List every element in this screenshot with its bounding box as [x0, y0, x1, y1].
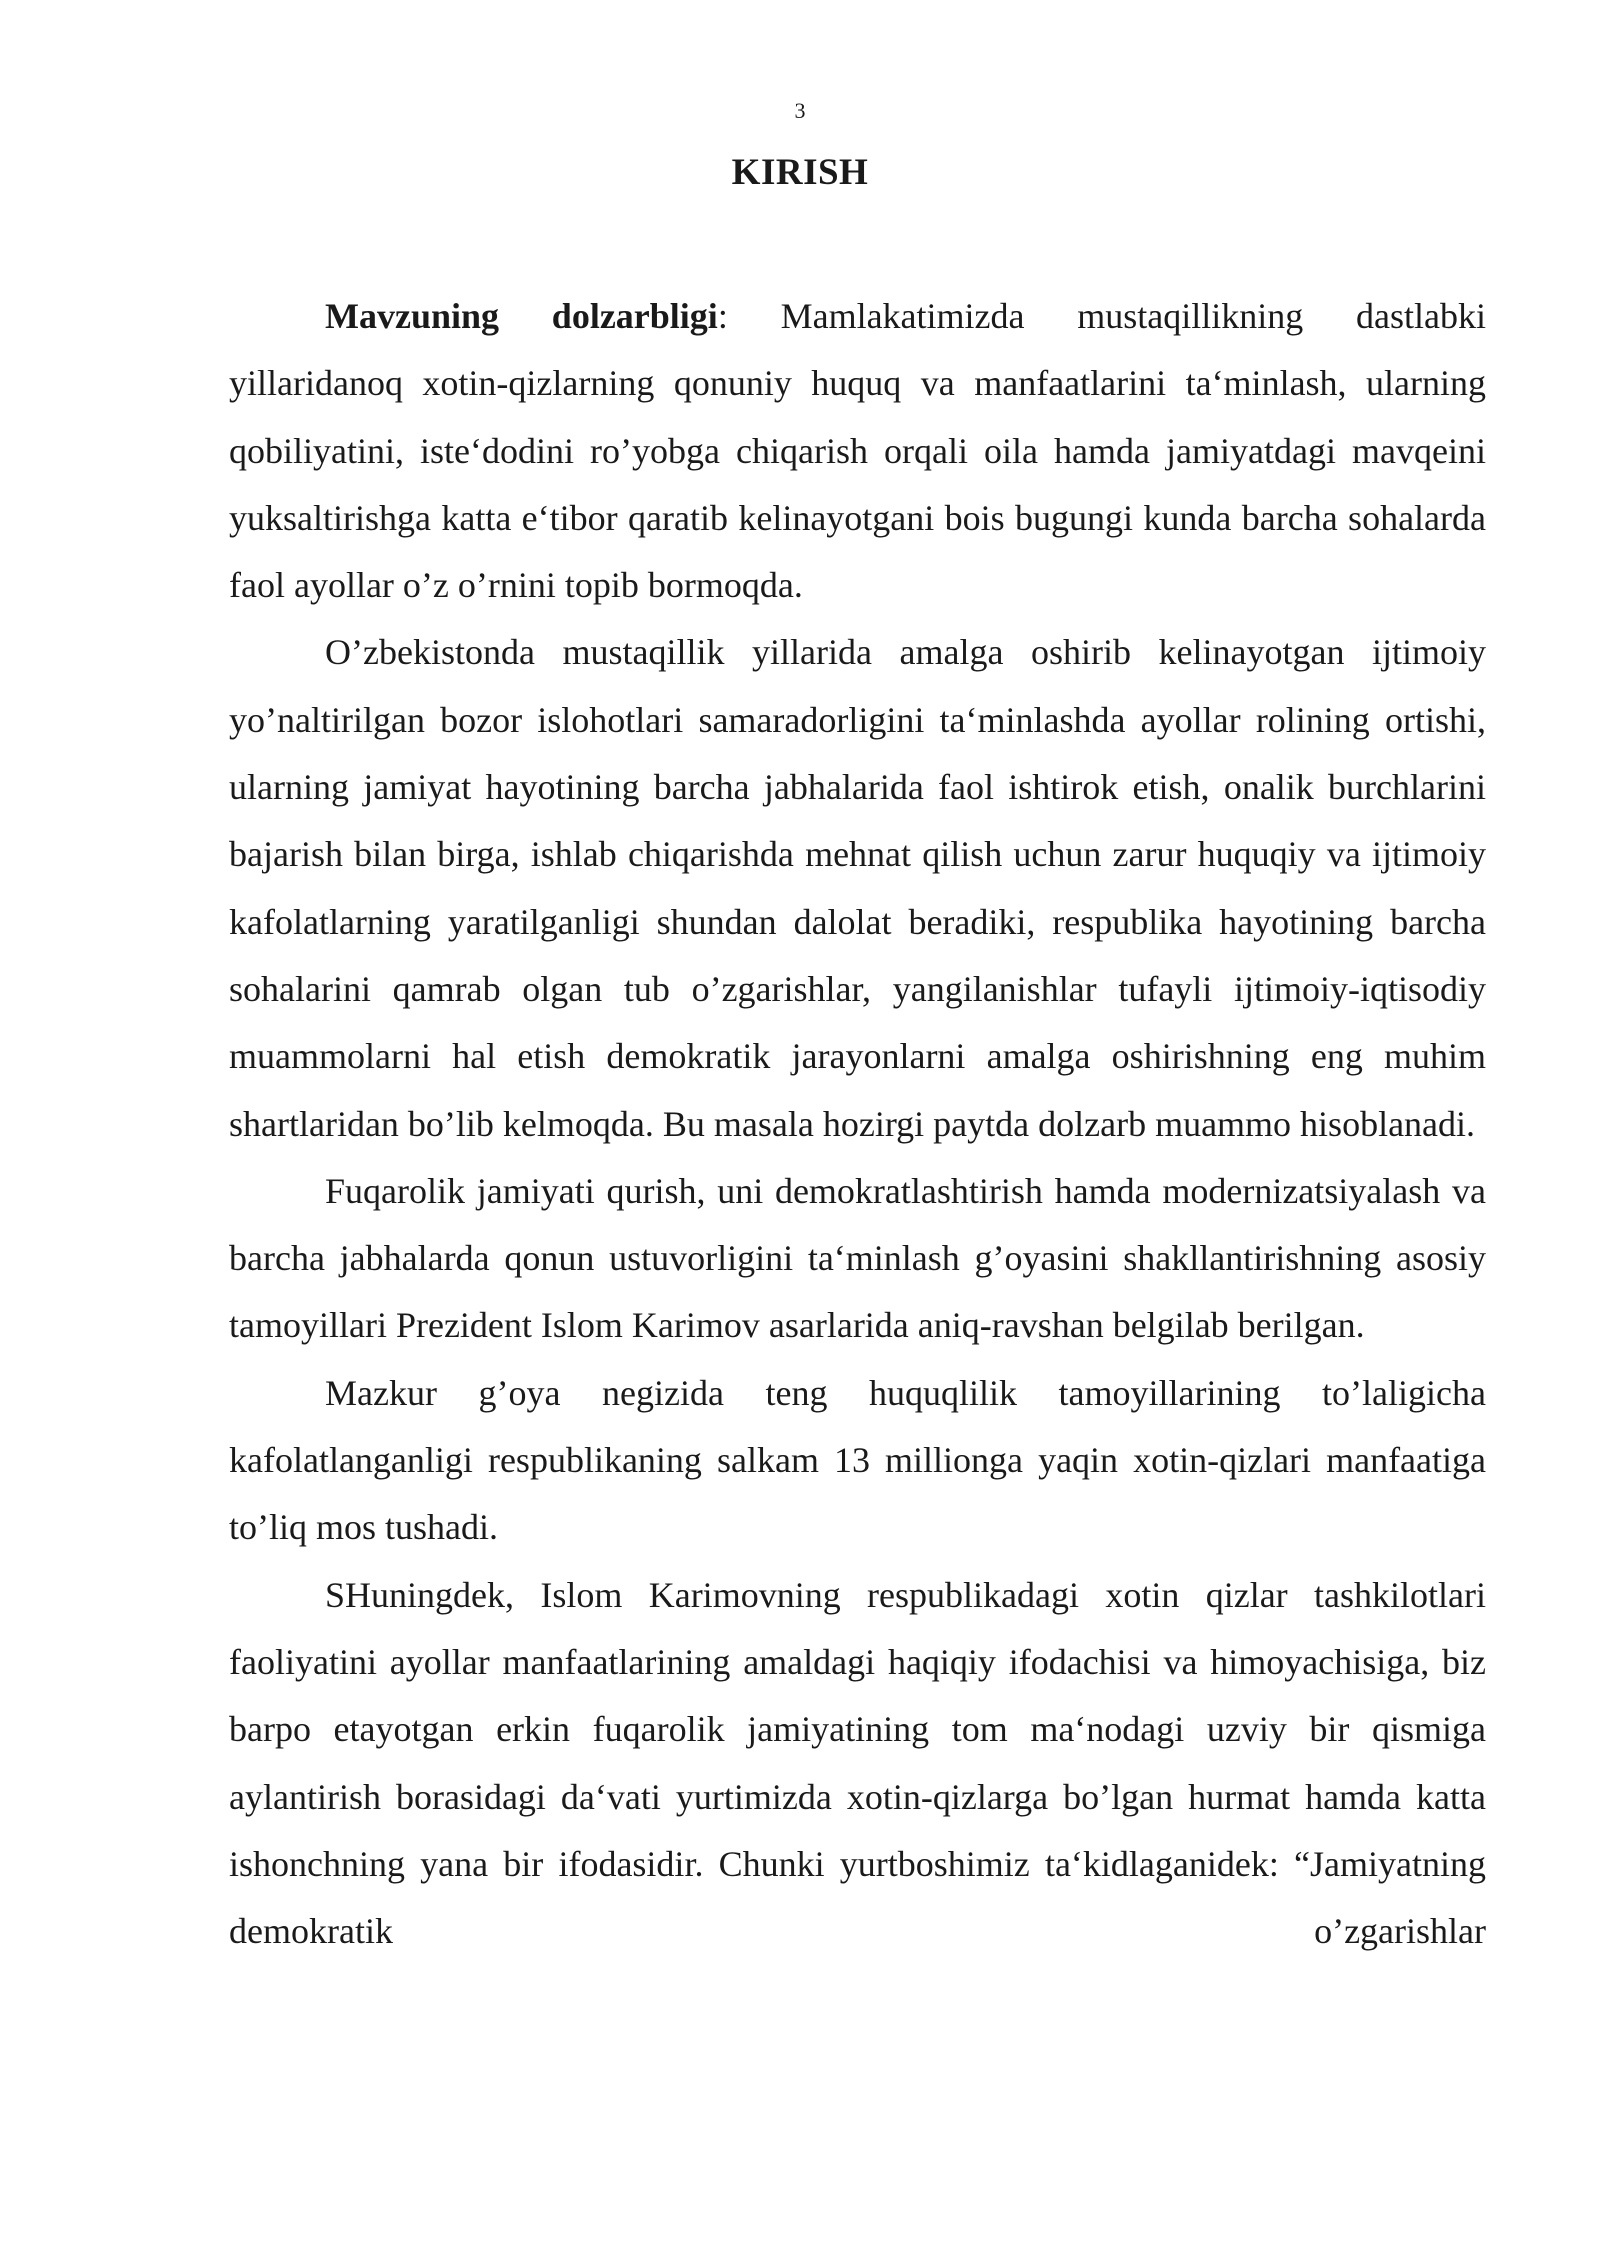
document-body	[229, 283, 1486, 1965]
paragraph-lead-term: Mavzuning dolzarbligi	[325, 296, 718, 336]
paragraph-relevance	[229, 283, 1486, 619]
section-heading: KIRISH	[731, 152, 869, 193]
paragraph-text: : Mamlakatimizda mustaqillikning dastlabki yillaridanoq xotin-qizlarning qonuniy huquq va manfaatlarini ta‘minlash, ularning qobiliyatini, iste‘dodini ro’yobga chiqarish orqali oila hamda jamiyatdagi mavqeini yuksaltirishga katta e‘tibor qaratib kelinayotgani bois bugungi kunda barcha sohalarda faol ayollar o’z o’rnini topib bormoqda.	[229, 296, 1487, 606]
paragraph-womens-organizations: SHuningdek, Islom Karimovning respublikadagi xotin qizlar tashkilotlari faoliyatini ayollar manfaatlarining amaldagi haqiqiy ifodachisi va himoyachisiga, biz barpo etayotgan erkin fuqarolik jamiyatining tom ma‘nodagi uzviy bir qismiga aylantirish borasidagi da‘vati yurtimizda xotin-qizlarga bo’lgan hurmat hamda katta ishonchning yana bir ifodasidir. Chunki yurtboshimiz ta‘kidlaganidek: “Jamiyatning demokratik o’zgarishlar	[229, 1574, 1486, 1952]
paragraph-equal-rights: Mazkur g’oya negizida teng huquqlilik tamoyillarining to’laligicha kafolatlanganligi respublikaning salkam 13 millionga yaqin xotin-qizlari manfaatiga to’liq mos tushadi.	[229, 1372, 1486, 1548]
page-number: 3	[794, 98, 806, 123]
paragraph-reforms: O’zbekistonda mustaqillik yillarida amalga oshirib kelinayotgan ijtimoiy yo’naltirilgan bozor islohotlari samaradorligini ta‘minlashda ayollar rolining ortishi, ularning jamiyat hayotining barcha jabhalarida faol ishtirok etish, onalik burchlarini bajarish bilan birga, ishlab chiqarishda mehnat qilish uchun zarur huquqiy va ijtimoiy kafolatlarning yaratilganligi shundan dalolat beradiki, respublika hayotining barcha sohalarini qamrab olgan tub o’zgarishlar, yangilanishlar tufayli ijtimoiy-iqtisodiy muammolarni hal etish demokratik jarayonlarni amalga oshirishning eng muhim shartlaridan bo’lib kelmoqda. Bu masala hozirgi paytda dolzarb muammo hisoblanadi.	[229, 632, 1486, 1144]
paragraph-civil-society: Fuqarolik jamiyati qurish, uni demokratlashtirish hamda modernizatsiyalash va barcha jabhalarda qonun ustuvorligini ta‘minlash g’oyasini shakllantirishning asosiy tamoyillari Prezident Islom Karimov asarlarida aniq-ravshan belgilab berilgan.	[229, 1170, 1486, 1346]
